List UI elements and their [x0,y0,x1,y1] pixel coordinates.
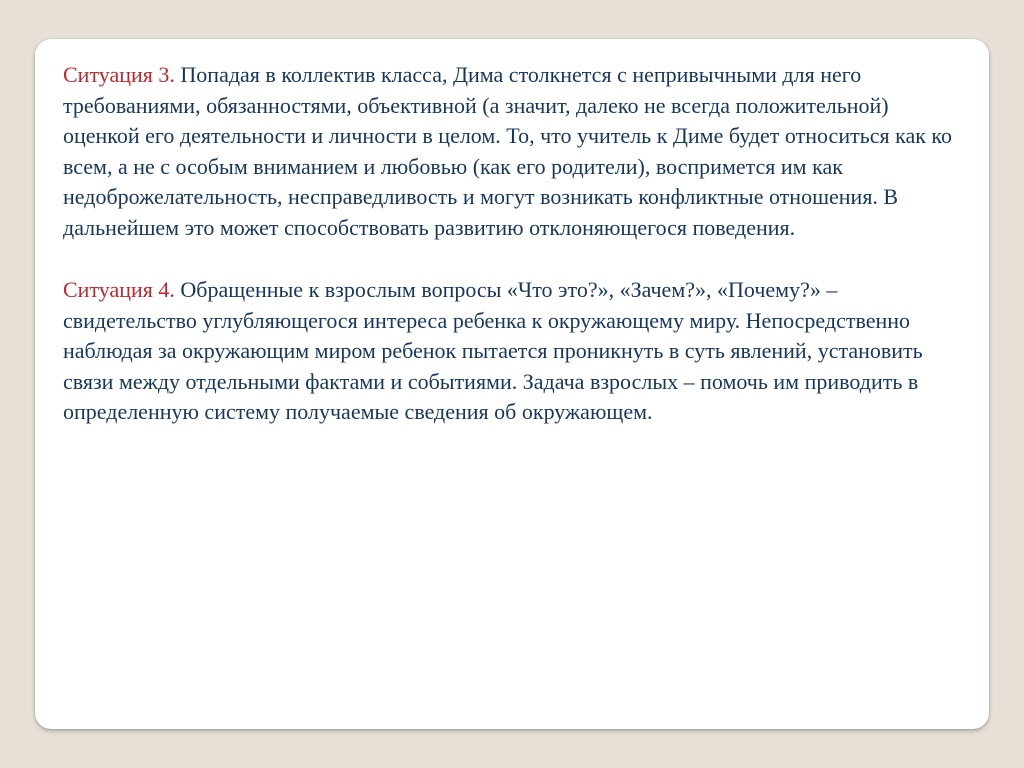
situation-3-heading: Ситуация 3. [63,62,175,87]
situation-4-paragraph [63,275,963,428]
situation-4-text: Обращенные к взрослым вопросы «Что это?», «Зачем?», «Почему?» – свидетельство углубляющегося интереса ребенка к окружающему миру. Непосредственно наблюдая за окружающим миром ребенок пытается проникнуть в суть явлений, установить связи между отдельными фактами и событиями. Задача взрослых – помочь им приводить в определенную систему получаемые сведения об окружающем. [63,277,923,424]
situation-4-heading: Ситуация 4. [63,277,175,302]
slide-card [35,39,989,729]
situation-3-paragraph [63,60,963,243]
situation-3-text: Попадая в коллектив класса, Дима столкнется с непривычными для него требованиями, обязанностями, объективной (а значит, далеко не всегда положительной) оценкой его деятельности и личности в целом. То, что учитель к Диме будет относиться как ко всем, а не с особым вниманием и любовью (как его родители), воспримется им как недоброжелательность, несправедливость и могут возникать конфликтные отношения. В дальнейшем это может способствовать развитию отклоняющегося поведения. [63,62,953,240]
slide-text-body [63,60,963,428]
